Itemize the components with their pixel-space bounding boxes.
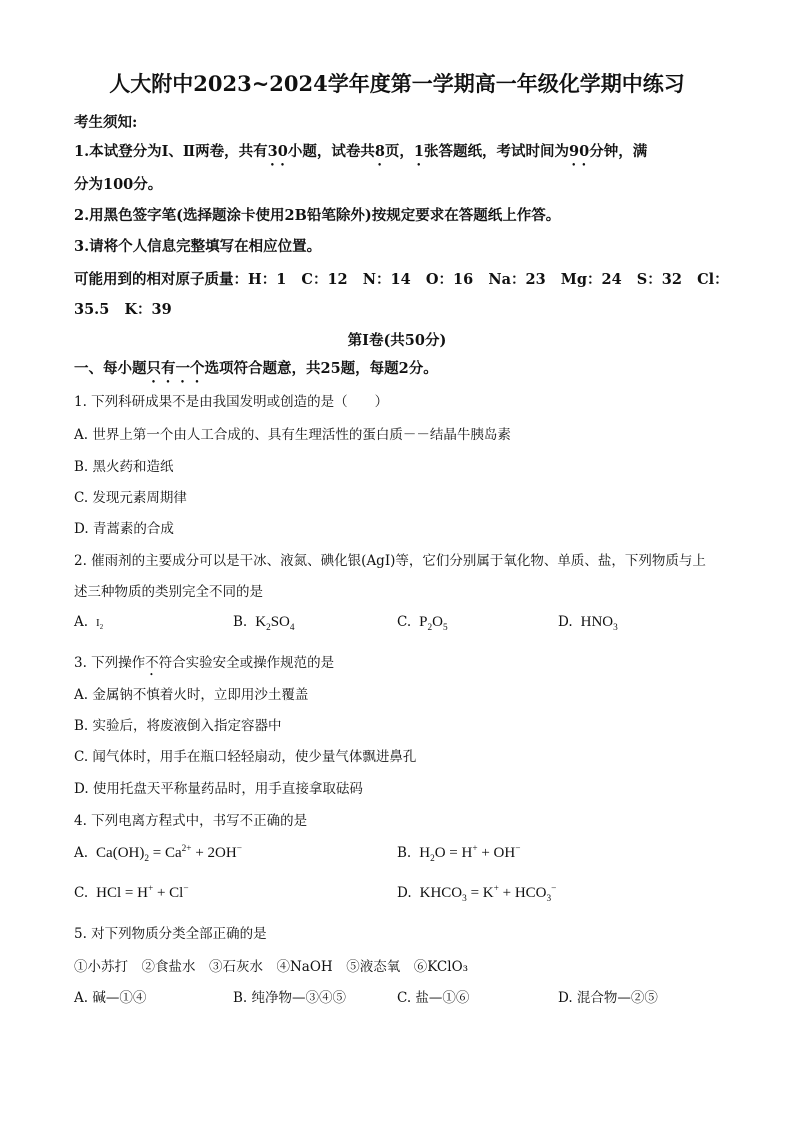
q5-option-a: A. 碱—①④ xyxy=(74,990,147,1006)
q3-stem-emphasis: 不 xyxy=(145,655,159,671)
q4-option-d-label: D. xyxy=(397,885,412,901)
q4-option-b xyxy=(397,845,520,862)
q2-option-d-label: D. xyxy=(558,614,573,630)
q4-option-a xyxy=(74,845,242,862)
q2-option-c xyxy=(397,614,448,631)
notice-item-1-cont: 分为100分。 xyxy=(74,176,163,193)
notice-item-1-minutes: 90 xyxy=(569,143,590,160)
q4-option-b-equation: $H_2O = H^+ + OH^-$ xyxy=(419,844,521,864)
q4-option-c xyxy=(74,885,189,902)
q3-stem-text: 3. 下列操作 xyxy=(74,655,146,671)
q4-stem: 4. 下列电离方程式中，书写不正确的是 xyxy=(74,813,308,829)
q3-stem-text: 符合实验安全或操作规范的是 xyxy=(158,655,335,671)
q1-option-d: D. 青蒿素的合成 xyxy=(74,521,174,537)
section-instruction-text: 选项符合题意，共25题，每题2分。 xyxy=(204,360,438,377)
q2-option-b-label: B. xyxy=(233,614,248,630)
notice-item-1 xyxy=(74,140,647,169)
q1-option-c: C. 发现元素周期律 xyxy=(74,490,187,506)
q4-option-d xyxy=(397,885,556,902)
q4-option-c-equation: HCl = H+ + Cl− xyxy=(96,884,189,901)
notice-item-1-text: 小题，试卷共 xyxy=(287,143,375,160)
q2-option-c-label: C. xyxy=(397,614,412,630)
q2-option-a-label: A. xyxy=(74,614,89,630)
notice-item-1-sheets: 1 xyxy=(413,143,425,160)
atomic-masses-line-2: 35.5 K：39 xyxy=(74,301,172,318)
notice-item-2: 2.用黑色签字笔(选择题涂卡使用2B铅笔除外)按规定要求在答题纸上作答。 xyxy=(74,207,561,224)
q2-option-d xyxy=(558,614,618,631)
q5-option-d: D. 混合物—②⑤ xyxy=(558,990,658,1006)
page-title: 人大附中2023~2024学年度第一学期高一年级化学期中练习 xyxy=(109,71,685,96)
q2-option-a xyxy=(74,614,103,630)
notice-item-3: 3.请将个人信息完整填写在相应位置。 xyxy=(74,238,322,255)
q5-option-c: C. 盐—①⑥ xyxy=(397,990,470,1006)
q2-option-c-formula: $P_2O_5$ xyxy=(419,614,448,633)
notice-heading: 考生须知: xyxy=(74,114,138,131)
notice-item-1-text: 张答题纸，考试时间为 xyxy=(424,143,570,160)
q2-option-d-formula: $HNO_3$ xyxy=(580,614,618,633)
section-title: 第Ⅰ卷(共50分) xyxy=(347,332,447,349)
q4-option-a-equation: $Ca(OH)_2 = Ca^{2+} + 2OH^-$ xyxy=(96,844,242,864)
q2-option-b-formula: $K_2SO_4$ xyxy=(255,614,295,633)
section-instruction-text: 一、每小题 xyxy=(74,360,147,377)
q3-stem xyxy=(74,651,334,679)
q5-stem: 5. 对下列物质分类全部正确的是 xyxy=(74,926,267,942)
q1-option-a: A. 世界上第一个由人工合成的、具有生理活性的蛋白质－－结晶牛胰岛素 xyxy=(74,427,511,443)
atomic-masses-line-1: 可能用到的相对原子质量：H：1 C：12 N：14 O：16 Na：23 Mg：24 S：32 Cl： xyxy=(74,271,729,288)
q4-option-c-label: C. xyxy=(74,885,89,901)
q3-option-d: D. 使用托盘天平称量药品时，用手直接拿取砝码 xyxy=(74,781,363,797)
section-instruction xyxy=(74,357,438,386)
q2-option-a-formula: $I_2$ xyxy=(96,617,104,632)
q3-option-a: A. 金属钠不慎着火时，立即用沙土覆盖 xyxy=(74,687,309,703)
section-instruction-emphasis: 只有一个 xyxy=(146,360,205,377)
q3-option-c: C. 闻气体时，用手在瓶口轻轻扇动，使少量气体飘进鼻孔 xyxy=(74,749,417,765)
q4-option-d-equation: $KHCO_3 = K^+ + HCO_3^-$ xyxy=(419,884,557,904)
q3-option-b: B. 实验后，将废液倒入指定容器中 xyxy=(74,718,282,734)
q2-stem-line-1: 2. 催雨剂的主要成分可以是干冰、液氮、碘化银(AgI)等，它们分别属于氧化物、单质、盐，下列物质与上 xyxy=(74,553,706,569)
q5-items: ①小苏打 ②食盐水 ③石灰水 ④NaOH ⑤液态氧 ⑥KClO₃ xyxy=(74,959,469,975)
notice-item-1-count: 30 xyxy=(267,143,288,160)
q4-option-b-label: B. xyxy=(397,845,412,861)
notice-item-1-text: 页， xyxy=(384,143,414,160)
notice-item-1-text: 1.本试登分为Ⅰ、Ⅱ两卷，共有 xyxy=(74,143,268,160)
q1-option-b: B. 黑火药和造纸 xyxy=(74,459,174,475)
q2-option-b xyxy=(233,614,295,631)
notice-item-1-text: 分钟，满 xyxy=(589,143,648,160)
q4-option-a-label: A. xyxy=(74,845,89,861)
q1-stem: 1. 下列科研成果不是由我国发明或创造的是（ ） xyxy=(74,394,389,410)
notice-item-1-pages: 8 xyxy=(374,143,385,160)
q5-option-b: B. 纯净物—③④⑤ xyxy=(233,990,347,1006)
q2-stem-line-2: 述三种物质的类别完全不同的是 xyxy=(74,584,263,600)
